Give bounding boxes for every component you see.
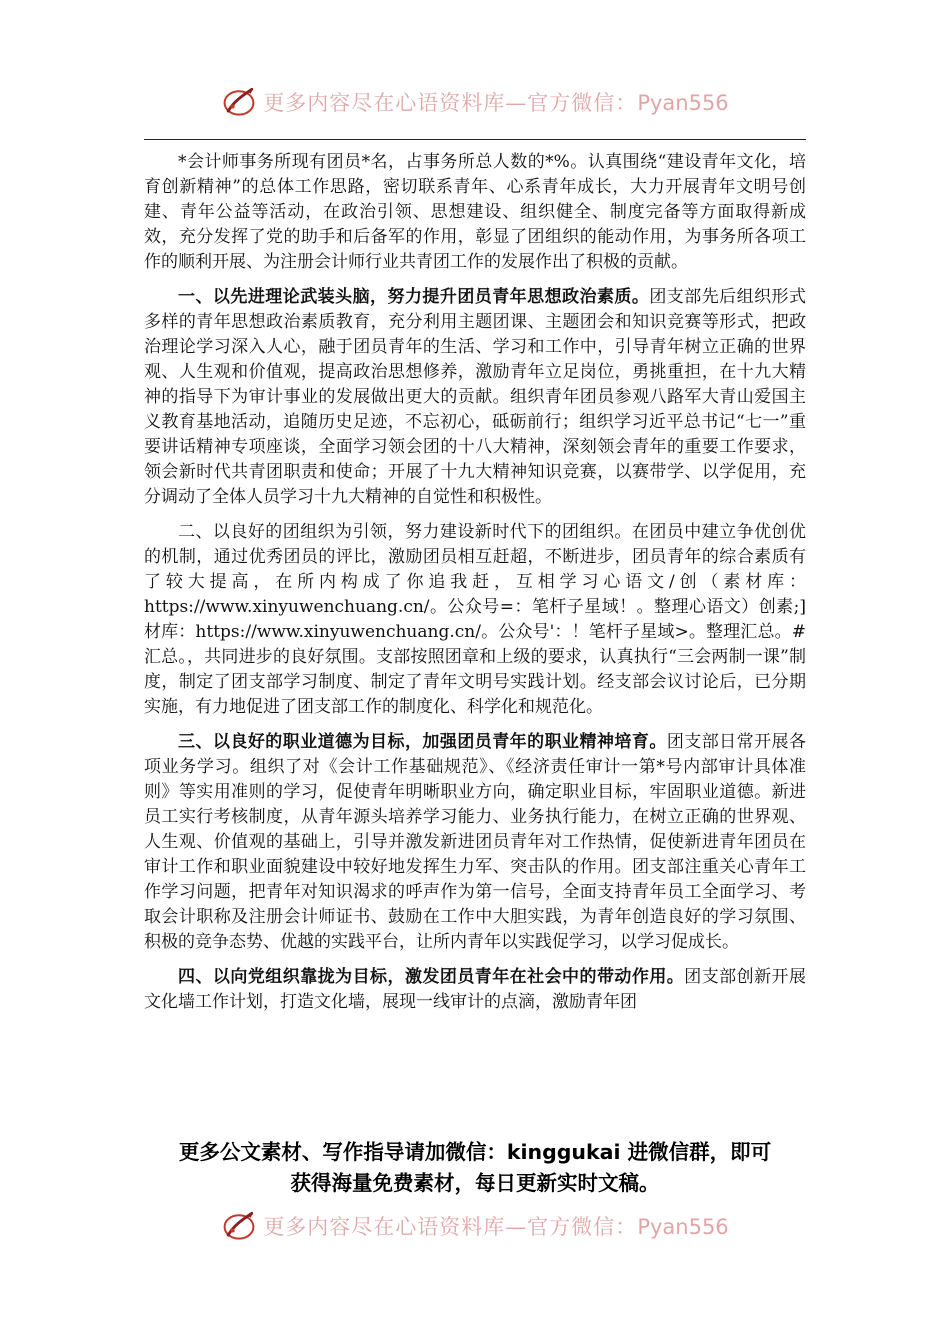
paragraph-intro: *会计师事务所现有团员*名，占事务所总人数的*%。认真围绕“建设青年文化，培育创新精神”的总体工作思路，密切联系青年、心系青年成长，大力开展青年文明号创建、青年公益等活动，在政治引领、思想建设、组织健全、制度完备等方面取得新成效，充分发挥了党的助手和后备军的作用，彰显了团组织的能动作用，为事务所各项工作的顺利开展、为注册会计师行业共青团工作的发展作出了积极的贡献。 (144, 152, 806, 272)
promo-notice (140, 1137, 810, 1199)
pen-logo-icon (221, 1208, 257, 1244)
promo-line-2: 获得海量免费素材，每日更新实时文稿。 (290, 1171, 660, 1195)
pen-logo-icon (221, 84, 257, 120)
header-divider (144, 139, 806, 140)
document-body (144, 150, 806, 1025)
paragraph-section-3: 三、以良好的职业道德为目标，加强团员青年的职业精神培育。团支部日常开展各项业务学习。组织了对《会计工作基础规范》、《经济责任审计一第*号内部审计具体准则》等实用准则的学习，促使青年明晰职业方向，确定职业目标，牢固职业道德。新进员工实行考核制度，从青年源头培养学习能力、业务执行能力，在树立正确的世界观、人生观、价值观的基础上，引导并激发新进团员青年对工作热情，促使新进青年团员在审计工作和职业面貌建设中较好地发挥生力军、突击队的作用。团支部注重关心青年工作学习问题，把青年对知识渴求的呼声作为第一信号，全面支持青年员工全面学习、考取会计职称及注册会计师证书、鼓励在工作中大胆实践，为青年创造良好的学习氛围、积极的竞争态势、优越的实践平台，让所内青年以实践促学习，以学习促成长。 (144, 732, 807, 952)
section-4-heading: 四、以向党组织靠拢为目标，激发团员青年在社会中的带动作用。 (178, 967, 685, 987)
section-1-heading: 一、以先进理论武装头脑，努力提升团员青年思想政治素质。 (178, 287, 650, 307)
paragraph-section-2: 二、以良好的团组织为引领，努力建设新时代下的团组织。在团员中建立争优创优的机制，通过优秀团员的评比，激励团员相互赶超，不断进步，团员青年的综合素质有了较大提高，在所内构成了你追我赶，互相学习心语文/创（素材库：https://www.xinyuwenchuang.cn/。公众号=：笔杆子星域！。整理心语文）创素;]材库：https://www.xinyuwenchuang.cn/。公众号'：！笔杆子星域>。整理汇总。#汇总。，共同进步的良好氛围。支部按照团章和上级的要求，认真执行“三会两制一课”制度，制定了团支部学习制度、制定了青年文明号实践计划。经支部会议讨论后，已分期实施，有力地促进了团支部工作的制度化、科学化和规范化。 (144, 522, 806, 717)
header-banner (0, 84, 950, 124)
header-wechat-id: Pyan556 (637, 91, 729, 115)
paragraph-section-4: 四、以向党组织靠拢为目标，激发团员青年在社会中的带动作用。团支部创新开展文化墙工作计划，打造文化墙，展现一线审计的点滴，激励青年团 (144, 967, 807, 1012)
promo-line-1: 更多公文素材、写作指导请加微信：kinggukai 进微信群，即可 (178, 1140, 772, 1164)
paragraph-section-1: 一、以先进理论武装头脑，努力提升团员青年思想政治素质。团支部先后组织形式多样的青年思想政治素质教育，充分利用主题团课、主题团会和知识竞赛等形式，把政治理论学习深入人心，融于团员青年的生活、学习和工作中，引导青年树立正确的世界观、人生观和价值观，提高政治思想修养，激励青年立足岗位，勇挑重担，在十九大精神的指导下为审计事业的发展做出更大的贡献。组织青年团员参观八路军大青山爱国主义教育基地活动，追随历史足迹，不忘初心，砥砺前行；组织学习近平总书记“七一”重要讲话精神专项座谈，全面学习领会团的十八大精神，深刻领会青年的重要工作要求，领会新时代共青团职责和使命；开展了十九大精神知识竞赛，以赛带学、以学促用，充分调动了全体人员学习十九大精神的自觉性和积极性。 (144, 287, 807, 507)
footer-wechat-id: Pyan556 (637, 1215, 729, 1239)
footer-banner-text: 更多内容尽在心语资料库—官方微信：Pyan556 (263, 1215, 729, 1239)
header-banner-text: 更多内容尽在心语资料库—官方微信：Pyan556 (263, 91, 729, 115)
footer-banner (0, 1208, 950, 1248)
section-3-heading: 三、以良好的职业道德为目标，加强团员青年的职业精神培育。 (178, 732, 667, 752)
